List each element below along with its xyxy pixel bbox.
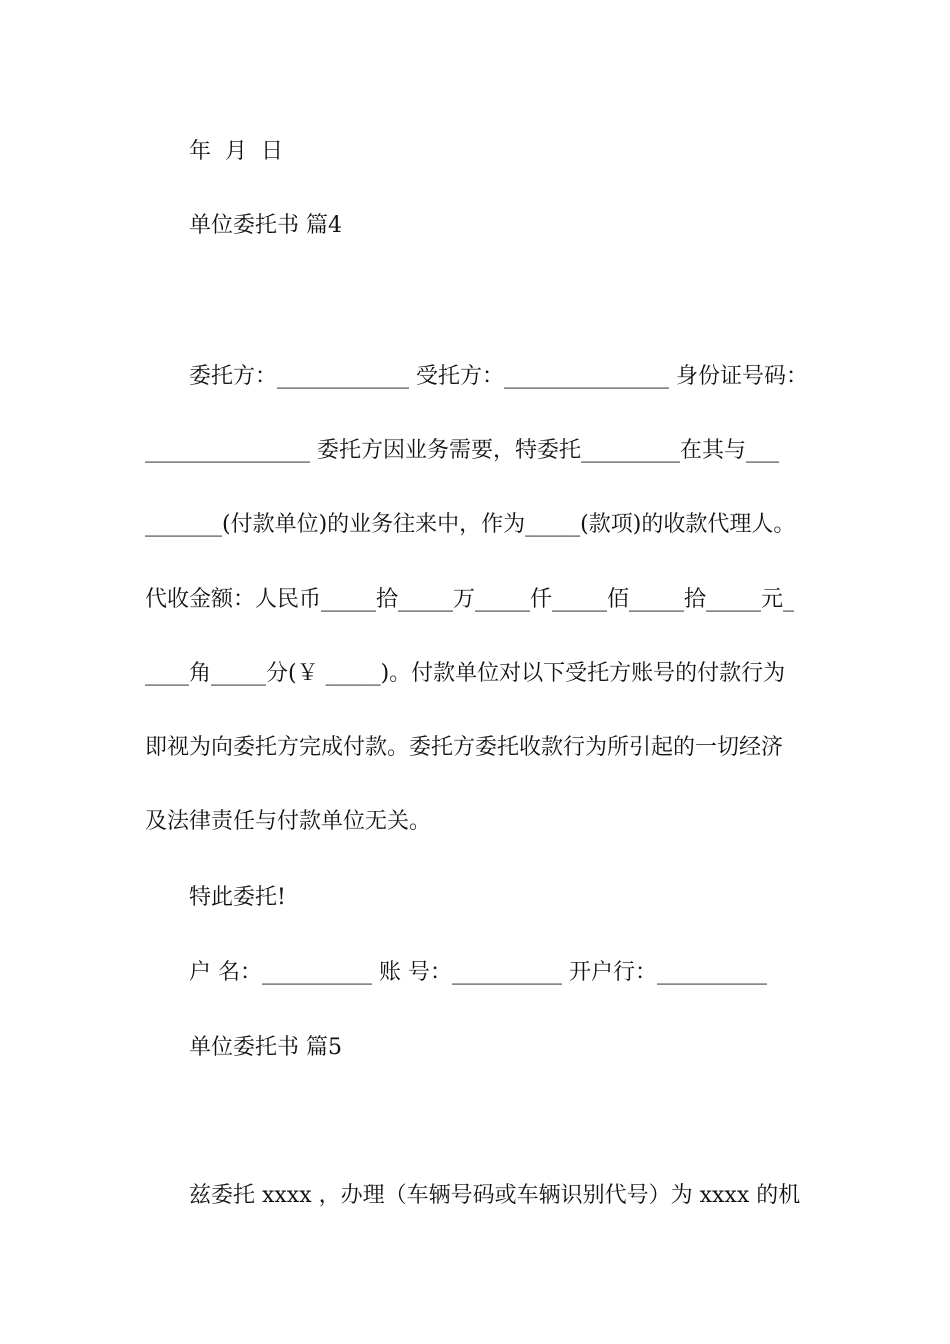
paragraph-line: 兹委托 xxxx ，办理（车辆号码或车辆识别代号）为 xxxx 的机 xyxy=(189,1183,801,1208)
paragraph-line: 委托方：____________ 受托方：_______________ 身份证号码： xyxy=(189,364,808,389)
account-info-line: 户 名：__________ 账 号：__________ 开户行：__________ xyxy=(189,960,767,985)
paragraph-line: _______(付款单位)的业务往来中，作为_____(款项)的收款代理人。 xyxy=(145,512,796,537)
paragraph-line: 及法律责任与付款单位无关。 xyxy=(145,809,432,834)
section-heading-5: 单位委托书 篇5 xyxy=(189,1035,342,1060)
paragraph-line: 代收金额：人民币_____拾_____万_____仟_____佰_____拾_____元_ xyxy=(145,587,795,612)
closing-line: 特此委托! xyxy=(189,885,286,910)
paragraph-line: 即视为向委托方完成付款。委托方委托收款行为所引起的一切经济 xyxy=(145,735,784,760)
section-heading-4: 单位委托书 篇4 xyxy=(189,213,342,238)
paragraph-line: _______________ 委托方因业务需要，特委托_________在其与___ xyxy=(145,438,779,463)
paragraph-line: ____角_____分(￥ _____)。付款单位对以下受托方账号的付款行为 xyxy=(145,661,786,686)
date-line: 年 月 日 xyxy=(189,139,283,164)
